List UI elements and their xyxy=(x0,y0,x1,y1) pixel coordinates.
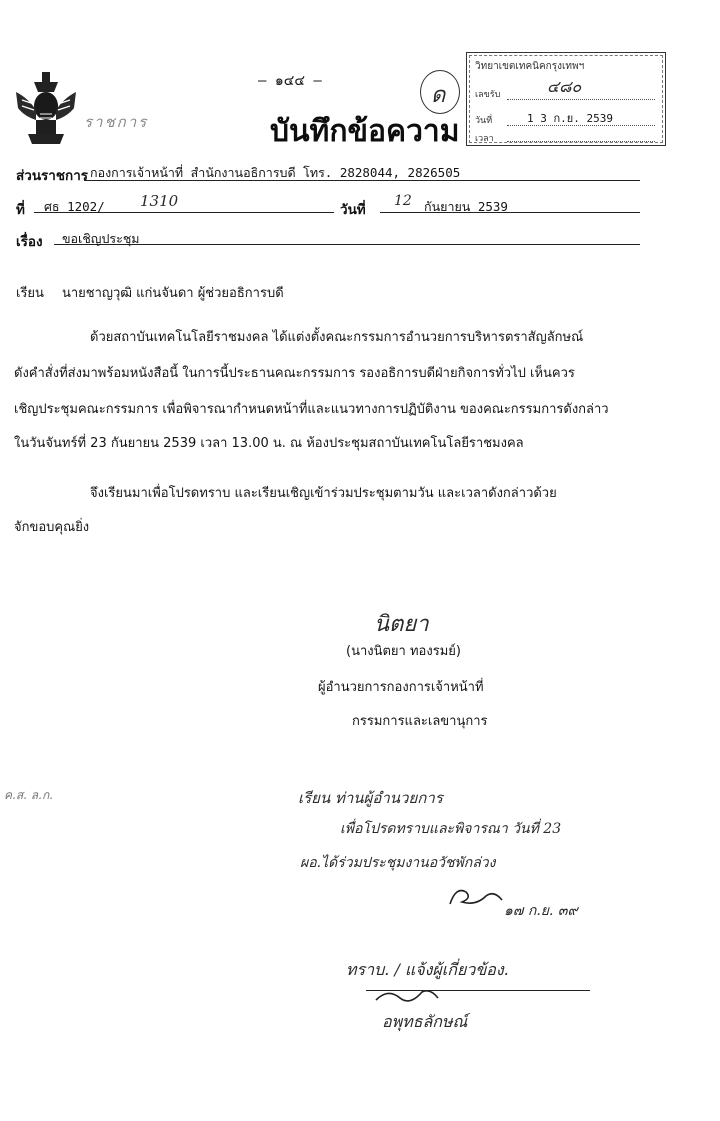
emblem-faded-text: ราชการ xyxy=(84,113,149,131)
note-line-2: เพื่อโปรดทราบและพิจารณา วันที่ 23 xyxy=(340,821,562,837)
para2-line2: จักขอบคุณยิ่ง xyxy=(14,520,90,535)
stamp-org: วิทยาเขตเทคนิคกรุงเทพฯ xyxy=(475,61,585,72)
signatory-position-2: กรรมการและเลขานุการ xyxy=(352,714,488,729)
subject-value: ขอเชิญประชุม xyxy=(62,231,140,246)
to-value: นายชาญวุฒิ แก่นจันดา ผู้ช่วยอธิการบดี xyxy=(62,286,284,301)
note-line-1: เรียน ท่านผู้อำนวยการ xyxy=(298,789,443,807)
garuda-emblem-icon xyxy=(14,70,78,150)
receipt-stamp xyxy=(466,52,666,146)
signatory-position-1: ผู้อำนวยการกองการเจ้าหน้าที่ xyxy=(318,680,484,695)
stamp-time-label: เวลา xyxy=(475,134,494,144)
subject-label: เรื่อง xyxy=(16,234,43,250)
stamp-date-label: วันที่ xyxy=(475,116,493,126)
to-label: เรียน xyxy=(16,286,44,301)
circle-mark: ด xyxy=(431,83,446,108)
para1-line2: ดังคำสั่งที่ส่งมาพร้อมหนังสือนี้ ในการนี้ประธานคณะกรรมการ รองอธิการบดีฝ่ายกิจการทั่วไป เห็นควร xyxy=(14,366,575,381)
page-title: บันทึกข้อความ xyxy=(270,114,460,149)
date-day: 12 xyxy=(394,193,412,209)
agency-label: ส่วนราชการ xyxy=(16,168,89,184)
date-rest: กันยายน 2539 xyxy=(424,199,508,214)
agency-value: กองการเจ้าหน้าที่ สำนักงานอธิการบดี โทร. 2828044, 2826505 xyxy=(90,165,461,180)
ref-label: ที่ xyxy=(16,202,25,218)
signature-handwritten: นิตยา xyxy=(374,612,429,637)
note-line-3: ผอ.ได้ร่วมประชุมงานอวัชพักล่วง xyxy=(300,855,496,871)
circle-annotation xyxy=(420,70,460,114)
note-line-4: ทราบ. / แจ้งผู้เกี่ยวข้อง. xyxy=(346,960,509,979)
stamp-date-value: 1 3 ก.ย. 2539 xyxy=(527,112,613,125)
para1-line1: ด้วยสถาบันเทคโนโลยีราชมงคล ได้แต่งตั้งคณะกรรมการอำนวยการบริหารตราสัญลักษณ์ xyxy=(90,330,584,345)
note-signature-scribble xyxy=(446,882,506,916)
stamp-received-value: ๔๘๐ xyxy=(547,77,582,96)
note-date: ๑๗ ก.ย. ๓๙ xyxy=(504,903,578,919)
ref-value: ศธ 1202/ xyxy=(44,199,105,214)
page-number: – ๑๔๔ – xyxy=(258,73,322,89)
note-line-5: อพุทธลักษณ์ xyxy=(382,1012,468,1031)
ref-handwritten: 1310 xyxy=(140,192,179,210)
date-label: วันที่ xyxy=(340,202,366,218)
para1-line3: เชิญประชุมคณะกรรมการ เพื่อพิจารณากำหนดหน้าที่และแนวทางการปฏิบัติงาน ของคณะกรรมการดังกล่าว xyxy=(14,402,609,417)
para1-line4: ในวันจันทร์ที่ 23 กันยายน 2539 เวลา 13.00 น. ณ ห้องประชุมสถาบันเทคโนโลยีราชมงคล xyxy=(14,436,524,451)
para2-line1: จึงเรียนมาเพื่อโปรดทราบ และเรียนเชิญเข้าร่วมประชุมตามวัน และเวลาดังกล่าวด้วย xyxy=(90,486,557,501)
stamp-received-label: เลขรับ xyxy=(475,90,501,100)
left-margin-note: ค.ส. ล.ก. xyxy=(4,788,54,802)
signatory-name: (นางนิตยา ทองรมย์) xyxy=(346,644,461,659)
